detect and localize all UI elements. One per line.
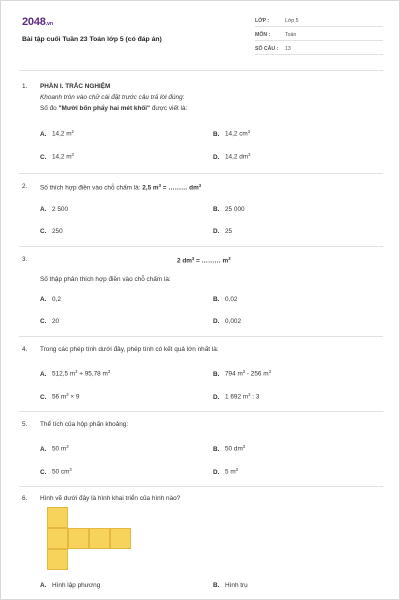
option-text: 0,02 (225, 296, 238, 303)
meta-class-value: Lớp 5 (285, 18, 299, 24)
prompt-bold: 2,5 m (142, 184, 159, 192)
option-d[interactable] (213, 392, 259, 401)
option-letter: B. (213, 370, 220, 378)
option-text: + 95,78 m (77, 370, 108, 378)
superscript: 3 (71, 152, 74, 157)
option-letter: A. (40, 206, 47, 213)
option-c[interactable] (40, 467, 72, 476)
logo-text: 2048 (22, 16, 46, 28)
option-letter: B. (213, 296, 220, 303)
question-number: 2. (22, 183, 28, 190)
superscript: 3 (66, 392, 69, 397)
option-a[interactable] (40, 296, 61, 303)
option-text: × 9 (68, 393, 80, 401)
meta-subject-key: MÔN : (255, 32, 271, 38)
page-title: Bài tập cuối Tuần 23 Toán lớp 5 (có đáp án) (22, 36, 162, 43)
option-text: 14,2 cm (225, 130, 248, 138)
superscript: 3 (107, 369, 111, 374)
prompt-bold: "Mười bốn phẩy hai mét khối" (58, 105, 151, 112)
superscript: 3 (191, 256, 195, 261)
superscript: 3 (248, 152, 251, 157)
equation-part: 2 dm (177, 257, 192, 265)
question-prompt: Số thập phân thích hợp điền vào chỗ chấm là: (40, 276, 171, 283)
option-a[interactable] (40, 582, 100, 589)
option-text: 794 m (225, 370, 243, 378)
superscript: 3 (248, 392, 251, 397)
option-letter: A. (40, 130, 47, 138)
superscript: 3 (268, 369, 271, 374)
prompt-text-end: được viết là: (150, 105, 188, 112)
option-letter: B. (213, 582, 220, 589)
section-heading: PHẦN I. TRẮC NGHIỆM (40, 83, 111, 90)
superscript: 3 (247, 129, 251, 134)
meta-subject-value: Toán (285, 32, 297, 38)
option-letter: B. (213, 130, 220, 138)
option-letter: B. (213, 445, 220, 453)
option-d[interactable] (213, 228, 232, 235)
superscript: 3 (228, 256, 231, 261)
prompt-bold: = ……… dm (160, 184, 199, 192)
option-b[interactable] (213, 296, 237, 303)
question-prompt: Thể tích của hộp phấn khoảng: (40, 421, 129, 428)
prompt-text: Số thích hợp điền vào chỗ chấm là: (40, 184, 143, 192)
option-text: 0,2 (52, 296, 61, 303)
meta-class (255, 16, 383, 27)
option-text: 250 (52, 228, 63, 235)
question-number: 5. (22, 421, 28, 428)
header (1, 1, 399, 71)
option-text: 512,5 m (52, 370, 76, 378)
question-number: 1. (22, 83, 28, 90)
instruction: Khoanh tròn vào chữ cái đặt trước câu trả lời đúng: (40, 94, 185, 101)
option-b[interactable] (213, 206, 245, 213)
question-prompt (40, 105, 187, 112)
option-text: Hình trụ (225, 582, 248, 589)
option-text: 0,002 (225, 318, 241, 325)
superscript: 3 (242, 369, 246, 374)
option-d[interactable] (213, 467, 238, 476)
option-letter: B. (213, 206, 220, 213)
question-number: 6. (22, 495, 28, 502)
divider (19, 246, 383, 247)
option-letter: D. (213, 468, 220, 476)
divider (19, 70, 383, 71)
superscript: 3 (66, 444, 69, 449)
option-letter: C. (40, 318, 47, 325)
option-text: 14,2 m (52, 130, 72, 138)
option-a[interactable] (40, 206, 68, 213)
option-letter: C. (40, 468, 47, 476)
site-logo[interactable] (22, 16, 53, 28)
superscript: 2 (71, 129, 74, 134)
option-c[interactable] (40, 392, 79, 401)
option-text: 56 m (52, 393, 67, 401)
option-text: Hình lập phương (52, 582, 101, 589)
option-letter: A. (40, 370, 47, 378)
superscript: 3 (69, 467, 72, 472)
option-text: 14,2 dm (225, 153, 249, 161)
superscript: 3 (242, 444, 246, 449)
meta-count-key: SỐ CÂU : (255, 46, 279, 52)
option-text: 2 500 (52, 206, 68, 213)
option-text: - 256 m (245, 370, 269, 378)
meta-count (255, 44, 383, 55)
option-text: 25 000 (225, 206, 245, 213)
option-text: 1 692 m (225, 393, 249, 401)
prompt-text: Số đo (40, 105, 59, 112)
option-text: 20 (52, 318, 60, 325)
equation-part: = ……… m (194, 257, 229, 265)
option-letter: A. (40, 582, 47, 589)
option-c[interactable] (40, 152, 74, 161)
divider (19, 486, 383, 487)
option-letter: C. (40, 228, 47, 235)
superscript: 3 (158, 183, 161, 188)
option-letter: D. (213, 318, 220, 325)
question-prompt: Trong các phép tính dưới đây, phép tính có kết quả lớn nhất là: (40, 346, 219, 353)
option-letter: D. (213, 393, 220, 401)
divider (19, 411, 383, 412)
net-square (110, 528, 131, 549)
net-square (47, 549, 68, 570)
net-square (89, 528, 110, 549)
option-d[interactable] (213, 152, 250, 161)
option-a[interactable] (40, 369, 110, 378)
meta-subject (255, 30, 383, 41)
net-square (47, 528, 68, 549)
divider (19, 173, 383, 174)
option-b[interactable] (213, 369, 271, 378)
question-number: 3. (22, 256, 28, 263)
equation (177, 256, 231, 265)
divider (19, 336, 383, 337)
option-text: 50 dm (225, 445, 243, 453)
option-text: : 3 (250, 393, 260, 401)
option-text: 14,2 m (52, 153, 72, 161)
meta-count-value: 13 (285, 46, 291, 52)
option-letter: A. (40, 445, 47, 453)
option-letter: D. (213, 153, 220, 161)
option-text: 5 m (225, 468, 236, 476)
option-a[interactable] (40, 129, 74, 138)
option-b[interactable] (213, 129, 250, 138)
question-prompt (40, 183, 201, 192)
net-square (47, 507, 68, 528)
option-a[interactable] (40, 444, 69, 453)
meta-class-key: LỚP : (255, 18, 270, 24)
option-text: 50 m (52, 445, 67, 453)
option-b[interactable] (213, 582, 248, 589)
option-letter: A. (40, 296, 47, 303)
option-b[interactable] (213, 444, 245, 453)
superscript: 3 (235, 467, 238, 472)
superscript: 3 (75, 369, 78, 374)
net-square (68, 528, 89, 549)
option-c[interactable] (40, 318, 59, 325)
option-letter: C. (40, 153, 47, 161)
option-text: 25 (225, 228, 233, 235)
option-text: 50 cm (52, 468, 70, 476)
option-c[interactable] (40, 228, 63, 235)
question-number: 4. (22, 346, 28, 353)
option-letter: D. (213, 228, 220, 235)
option-d[interactable] (213, 318, 241, 325)
superscript: 3 (198, 183, 202, 188)
logo-suffix: .vn (45, 21, 54, 27)
option-letter: C. (40, 393, 47, 401)
question-prompt: Hình vẽ dưới đây là hình khai triển của hình nào? (40, 495, 181, 502)
